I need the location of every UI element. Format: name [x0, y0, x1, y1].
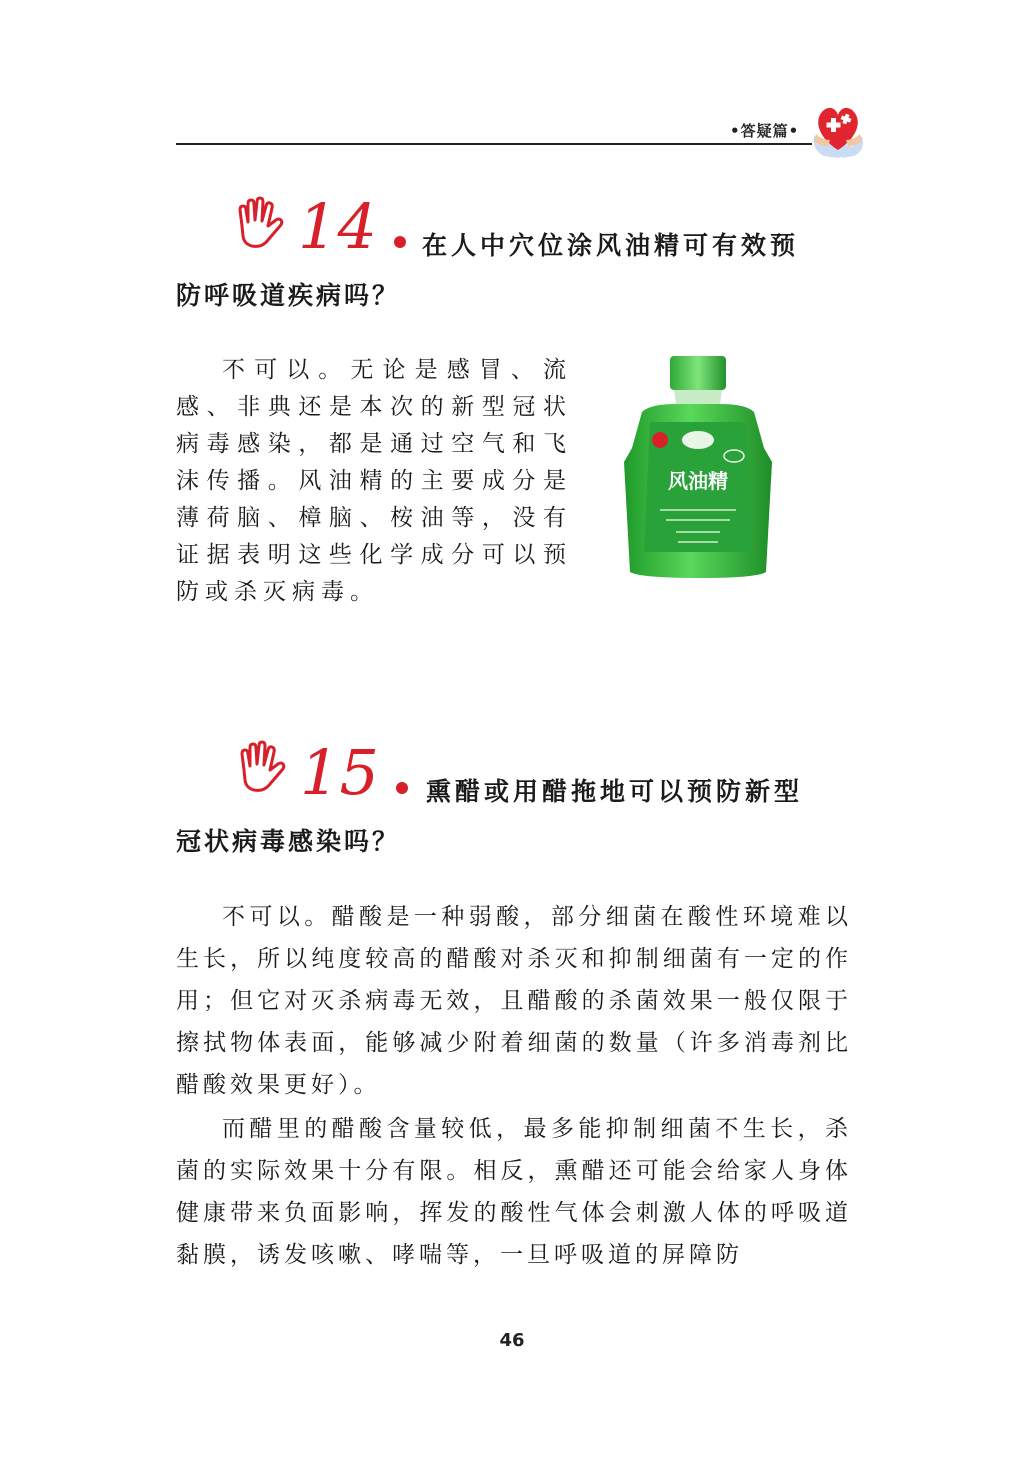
question-title-line2: 防呼吸道疾病吗？ — [176, 281, 401, 310]
section-label: •答疑篇• — [730, 122, 800, 140]
question-title-line1: 熏醋或用醋拖地可以预防新型 — [426, 777, 804, 806]
hand-icon — [234, 740, 292, 798]
bottle-image — [616, 352, 782, 580]
answer-paragraph-2: 而醋里的醋酸含量较低，最多能抑制细菌不生长，杀菌的实际效果十分有限。相反，熏醋还可能会给家人身体健康带来负面影响，挥发的酸性气体会刺激人体的呼吸道黏膜，诱发咳嗽、哮喘等，一旦呼吸道的屏障防 — [176, 1116, 852, 1268]
header-rule — [176, 143, 812, 145]
question-dot — [394, 236, 406, 248]
question-title-line1: 在人中穴位涂风油精可有效预 — [422, 231, 800, 260]
answer-paragraph: 不可以。无论是感冒、流感、非典还是本次的新型冠状病毒感染，都是通过空气和飞沫传播。风油精的主要成分是薄荷脑、樟脑、桉油等，没有证据表明这些化学成分可以预防或杀灭病毒。 — [176, 357, 572, 605]
answer-text — [176, 352, 572, 611]
page-number: 46 — [499, 1330, 525, 1351]
bottle-label: 风油精 — [668, 469, 728, 493]
question-dot — [396, 782, 408, 794]
answer-text — [176, 896, 852, 1276]
question-number: 14 — [298, 190, 377, 263]
question-title-line2: 冠状病毒感染吗？ — [176, 827, 401, 856]
question-number: 15 — [300, 736, 379, 809]
hand-icon — [232, 196, 290, 254]
heart-hands-icon — [808, 96, 868, 160]
answer-paragraph-1: 不可以。醋酸是一种弱酸，部分细菌在酸性环境难以生长，所以纯度较高的醋酸对杀灭和抑制细菌有一定的作用；但它对灭杀病毒无效，且醋酸的杀菌效果一般仅限于擦拭物体表面，能够减少附着细菌的数量（许多消毒剂比醋酸效果更好）。 — [176, 904, 852, 1098]
